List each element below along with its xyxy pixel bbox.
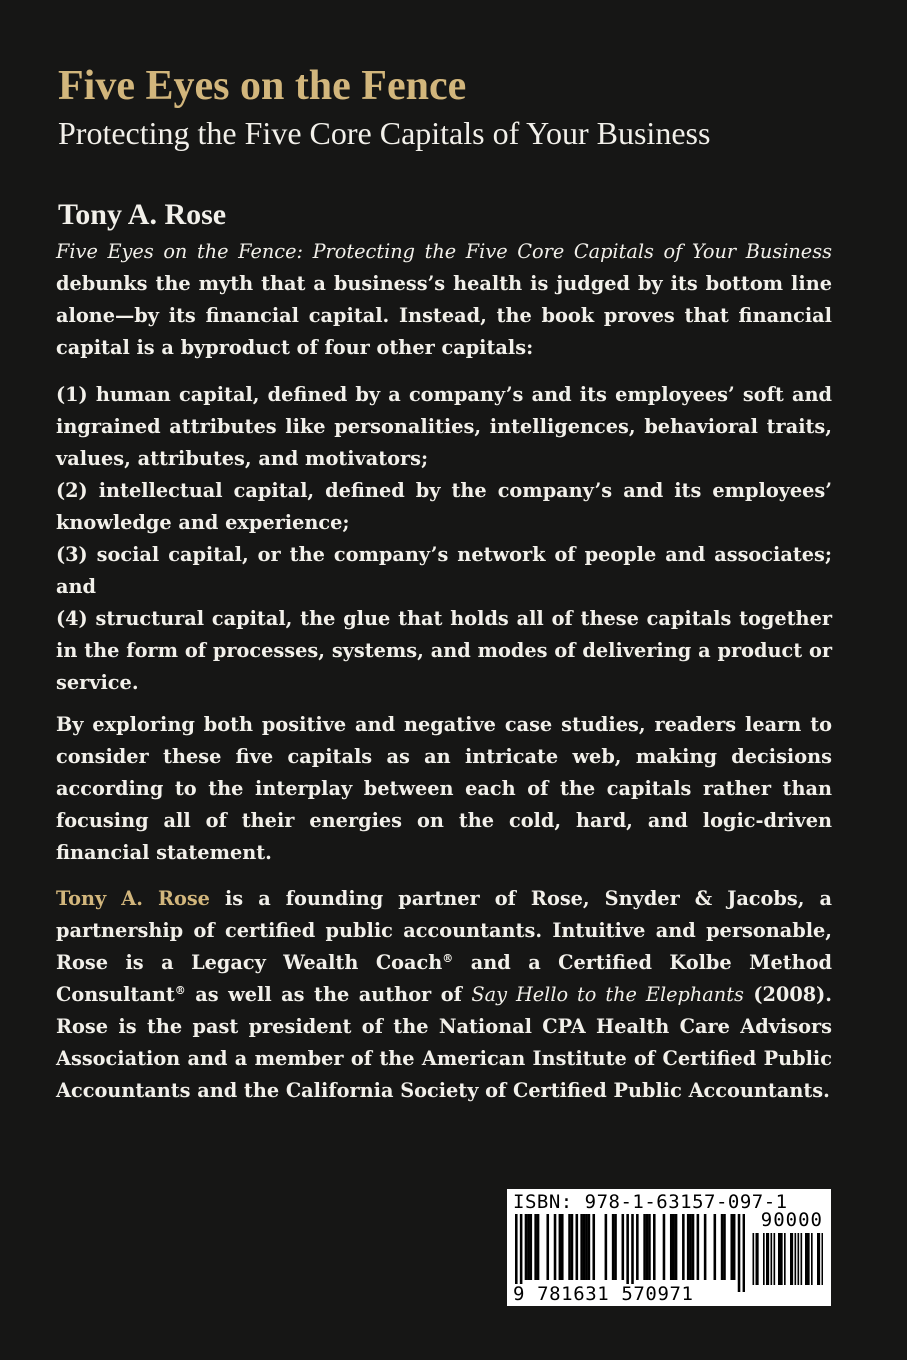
barcode-bar: [689, 1214, 692, 1280]
capital-item-social: (3) social capital, or the company’s network of people and associates; and: [56, 543, 832, 598]
barcode-bar: [515, 1214, 518, 1292]
barcode-bar: [790, 1233, 792, 1285]
barcode-bar: [561, 1214, 564, 1280]
capital-item-human: (1) human capital, defined by a company’s and its employees’ soft and ingrained attributes like personalities, intelligences, behavioral traits, values, attributes, and motivators;: [56, 383, 832, 470]
barcode-bar: [687, 1214, 690, 1280]
barcode-bar: [780, 1233, 782, 1285]
barcode-bar: [592, 1214, 595, 1280]
barcode-bar: [559, 1214, 562, 1280]
barcode-bar: [757, 1233, 759, 1285]
capital-item-structural: (4) structural capital, the glue that holds all of these capitals together in the form of processes, systems, and modes of delivering a product or service.: [56, 607, 832, 694]
barcode-bar: [778, 1233, 780, 1285]
barcode-bar: [768, 1233, 770, 1285]
ean-digits: 9 781631 570971: [513, 1283, 694, 1305]
book-title: Five Eyes on the Fence: [58, 63, 467, 109]
barcode-bar: [605, 1214, 608, 1280]
barcode-bar: [568, 1214, 571, 1280]
barcode-bar: [571, 1214, 574, 1280]
barcode-bar: [648, 1214, 651, 1280]
barcode-bar: [798, 1233, 800, 1285]
barcode-bar: [672, 1214, 675, 1280]
barcode-bar: [704, 1214, 707, 1280]
barcode-bar: [808, 1233, 810, 1285]
barcode-bar: [626, 1214, 629, 1292]
barcode-bar: [585, 1214, 588, 1280]
barcode-bar: [801, 1233, 803, 1285]
author-bio: [56, 883, 832, 1107]
barcode-bar: [525, 1214, 528, 1280]
bio-text-4: (2008). Rose is the past president of the National CPA Health Care Advisors Association and a member of the American Institute of Certified Public Accountants and the California Society of Certified Public Accountants.: [56, 983, 832, 1102]
addon-barcode-bars: [751, 1233, 823, 1285]
barcode-bar: [631, 1214, 634, 1292]
barcode-bar: [753, 1233, 755, 1285]
barcode-bar: [771, 1233, 773, 1285]
barcode-bar: [663, 1214, 666, 1280]
barcode-bar: [534, 1214, 537, 1280]
bio-text-1: is a founding partner of Rose, Snyder & Jacobs, a partnership of certified public accountants. Intuitive and personable, Rose is a Legacy Wealth Coach: [56, 887, 832, 974]
author-name: Tony A. Rose: [58, 198, 227, 231]
barcode-bar: [588, 1214, 591, 1280]
registered-mark: ®: [174, 984, 186, 997]
barcode-bar: [520, 1214, 523, 1292]
barcode-bar: [730, 1214, 733, 1280]
barcode-bar: [763, 1233, 765, 1285]
barcode-bar: [554, 1214, 557, 1280]
book-subtitle: Protecting the Five Core Capitals of Your Business: [58, 115, 711, 151]
barcode-bar: [733, 1214, 736, 1280]
intro-text: debunks the myth that a business’s health is judged by its bottom line alone—by its financial capital. Instead, the book proves that financial capital is a byproduct of four other capitals:: [56, 272, 832, 359]
barcode-bar: [643, 1214, 646, 1280]
case-studies-paragraph: [56, 709, 832, 869]
barcode-bar: [822, 1233, 824, 1285]
barcode-bar: [714, 1214, 717, 1280]
barcode-bar: [697, 1214, 700, 1280]
barcode-bar: [774, 1233, 776, 1285]
intro-book-title: Five Eyes on the Fence: Protecting the Five Core Capitals of Your Business: [56, 240, 832, 263]
bio-text-2: and a Certified Kolbe Method Consultant: [56, 951, 832, 1006]
bio-text-3: as well as the author of: [185, 983, 472, 1006]
barcode-bar: [792, 1233, 794, 1285]
barcode-bar: [781, 1233, 783, 1285]
bio-book-title: Say Hello to the Elephants: [471, 983, 744, 1006]
barcode-bar: [576, 1214, 579, 1280]
barcode-bar: [527, 1214, 530, 1280]
barcode-bar: [614, 1214, 617, 1280]
intro-paragraph: [56, 236, 832, 364]
barcode-bar: [692, 1214, 695, 1280]
case-studies-text: By exploring both positive and negative case studies, readers learn to consider these five capitals as an intricate web, making decisions according to the interplay between each of the capitals rather than focusing all of their energies on the cold, hard, and logic-driven financial statement.: [56, 713, 832, 864]
ean13-barcode-bars: [515, 1214, 745, 1292]
barcode-bar: [530, 1214, 533, 1280]
barcode-bar: [721, 1214, 724, 1280]
capital-item-intellectual: (2) intellectual capital, defined by the company’s and its employees’ knowledge and experience;: [56, 479, 832, 534]
barcode-bar: [612, 1214, 615, 1280]
barcode-bar: [546, 1214, 549, 1280]
barcode-bar: [805, 1233, 807, 1285]
barcode-bar: [738, 1214, 741, 1292]
barcode-bar: [743, 1214, 745, 1292]
barcode-bar: [670, 1214, 673, 1280]
barcode-bar: [622, 1214, 625, 1280]
barcode-bar: [795, 1233, 797, 1285]
barcode-bar: [817, 1233, 819, 1285]
bio-author-name: Tony A. Rose: [56, 887, 210, 910]
barcode-bar: [653, 1214, 656, 1280]
price-code: 90000: [760, 1209, 823, 1231]
barcode-bar: [811, 1233, 813, 1285]
barcode-bar: [784, 1233, 786, 1285]
barcode-bar: [723, 1214, 726, 1280]
capitals-list: [56, 379, 832, 699]
barcode-bar: [583, 1214, 586, 1280]
barcode-bar: [682, 1214, 685, 1280]
barcode-bar: [807, 1233, 809, 1285]
isbn-barcode: [507, 1189, 831, 1306]
registered-mark: ®: [442, 952, 454, 965]
barcode-bar: [646, 1214, 649, 1280]
barcode-bar: [756, 1233, 758, 1285]
barcode-bar: [675, 1214, 678, 1280]
barcode-bar: [537, 1214, 540, 1280]
barcode-bar: [636, 1214, 639, 1280]
barcode-bar: [580, 1214, 583, 1280]
barcode-bar: [819, 1233, 821, 1285]
isbn-label: ISBN: 978-1-63157-097-1: [513, 1191, 788, 1213]
barcode-bar: [766, 1233, 768, 1285]
